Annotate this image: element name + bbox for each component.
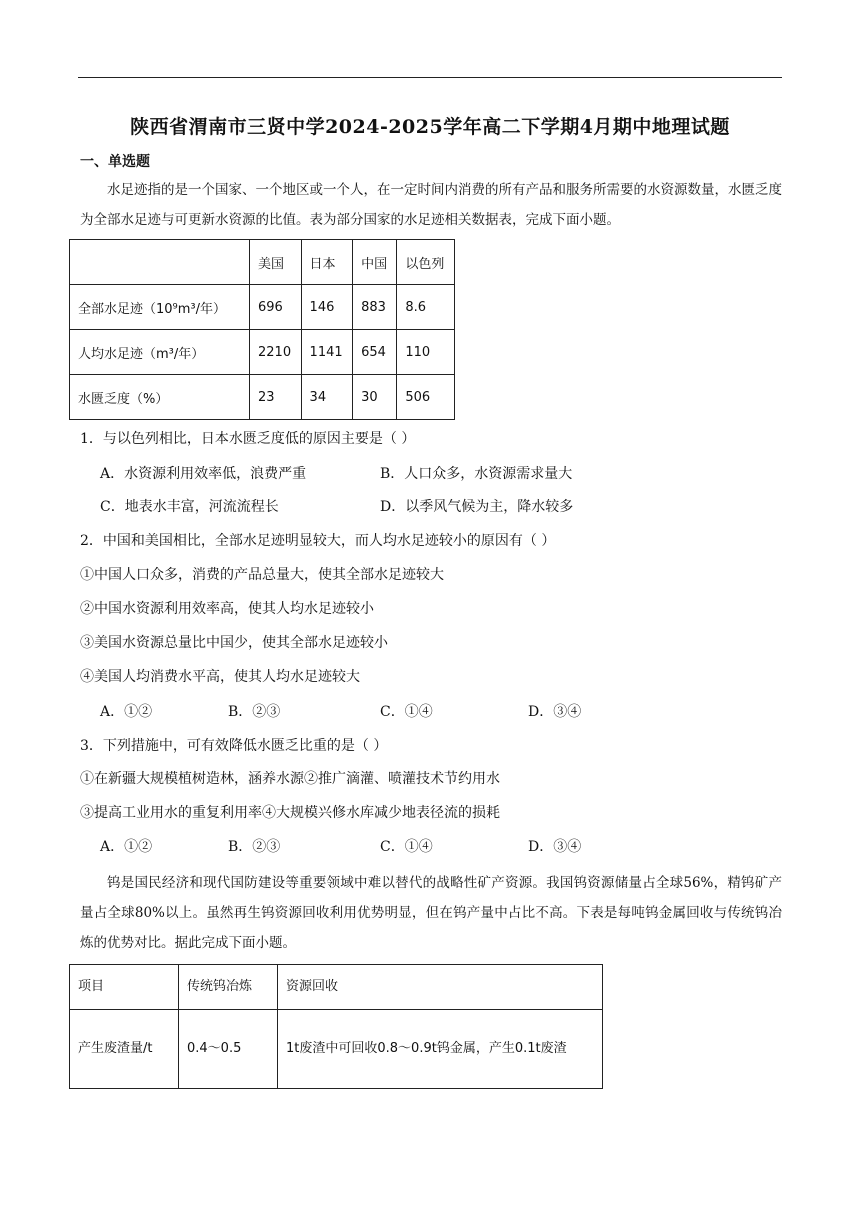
header-rule	[78, 77, 782, 78]
table-cell: 23	[250, 375, 302, 420]
question-3-statement-1: ①在新疆大规模植树造林，涵养水源②推广滴灌、喷灌技术节约用水	[80, 771, 500, 787]
table-cell: 1141	[301, 330, 353, 375]
intro-paragraph-2: 钨是国民经济和现代国防建设等重要领域中难以替代的战略性矿产资源。我国钨资源储量占全球56%，精钨矿产量占全球80%以上。虽然再生钨资源回收利用优势明显，但在钨产量中占比不高。下表是每吨钨金属回收与传统钨冶炼的优势对比。据此完成下面小题。	[80, 875, 782, 951]
table-cell: 506	[397, 375, 455, 420]
table-cell: 中国	[353, 240, 397, 285]
table-cell: 传统钨冶炼	[179, 965, 278, 1010]
table-cell: 0.4～0.5	[179, 1010, 278, 1089]
table-header-row	[70, 965, 603, 1010]
table-cell: 资源回收	[278, 965, 603, 1010]
question-1-option-c: C．地表水丰富，河流流程长	[100, 499, 279, 515]
question-3-option-a: A．①②	[100, 839, 153, 855]
table-cell: 30	[353, 375, 397, 420]
table-cell: 654	[353, 330, 397, 375]
section-heading: 一、单选题	[80, 154, 150, 170]
question-2-option-c: C．①④	[380, 704, 433, 720]
table-header-row	[70, 240, 455, 285]
question-3-stem: 3．下列措施中，可有效降低水匮乏比重的是（ ）	[80, 738, 388, 754]
table-cell: 8.6	[397, 285, 455, 330]
question-2-stem: 2．中国和美国相比，全部水足迹明显较大，而人均水足迹较小的原因有（ ）	[80, 533, 556, 549]
question-3-statement-2: ③提高工业用水的重复利用率④大规模兴修水库减少地表径流的损耗	[80, 805, 500, 821]
question-2-option-a: A．①②	[100, 704, 153, 720]
table-cell: 项目	[70, 965, 179, 1010]
table-cell: 696	[250, 285, 302, 330]
question-2-statement-1: ①中国人口众多，消费的产品总量大，使其全部水足迹较大	[80, 567, 444, 583]
question-1-stem: 1．与以色列相比，日本水匮乏度低的原因主要是（ ）	[80, 431, 416, 447]
table-cell: 美国	[250, 240, 302, 285]
table-cell: 全部水足迹（10⁹m³/年）	[70, 285, 250, 330]
question-1-option-d: D．以季风气候为主，降水较多	[380, 499, 574, 515]
table-row	[70, 330, 455, 375]
question-2-option-b: B．②③	[228, 704, 281, 720]
question-1-option-a: A．水资源利用效率低，浪费严重	[100, 466, 307, 482]
table-cell: 34	[301, 375, 353, 420]
table-row	[70, 375, 455, 420]
question-2-statement-2: ②中国水资源利用效率高，使其人均水足迹较小	[80, 601, 374, 617]
tungsten-comparison-table	[69, 964, 603, 1089]
question-3-option-c: C．①④	[380, 839, 433, 855]
page-title: 陕西省渭南市三贤中学2024-2025学年高二下学期4月期中地理试题	[130, 116, 730, 138]
table-cell: 146	[301, 285, 353, 330]
water-footprint-table	[69, 239, 455, 420]
intro-paragraph-1: 水足迹指的是一个国家、一个地区或一个人，在一定时间内消费的所有产品和服务所需要的水资源数量，水匮乏度为全部水足迹与可更新水资源的比值。表为部分国家的水足迹相关数据表，完成下面小题。	[80, 182, 782, 228]
question-2-statement-4: ④美国人均消费水平高，使其人均水足迹较大	[80, 669, 360, 685]
table-cell: 110	[397, 330, 455, 375]
table-cell: 2210	[250, 330, 302, 375]
table-row	[70, 285, 455, 330]
table-cell: 883	[353, 285, 397, 330]
table-cell: 1t废渣中可回收0.8～0.9t钨金属，产生0.1t废渣	[278, 1010, 603, 1089]
table-cell: 产生废渣量/t	[70, 1010, 179, 1089]
table-row	[70, 1010, 603, 1089]
question-3-option-d: D．③④	[528, 839, 582, 855]
table-cell: 水匮乏度（%）	[70, 375, 250, 420]
table-cell: 日本	[301, 240, 353, 285]
table-cell: 以色列	[397, 240, 455, 285]
question-1-option-b: B．人口众多，水资源需求量大	[380, 466, 573, 482]
question-2-option-d: D．③④	[528, 704, 582, 720]
question-3-option-b: B．②③	[228, 839, 281, 855]
table-cell	[70, 240, 250, 285]
question-2-statement-3: ③美国水资源总量比中国少，使其全部水足迹较小	[80, 635, 388, 651]
table-cell: 人均水足迹（m³/年）	[70, 330, 250, 375]
